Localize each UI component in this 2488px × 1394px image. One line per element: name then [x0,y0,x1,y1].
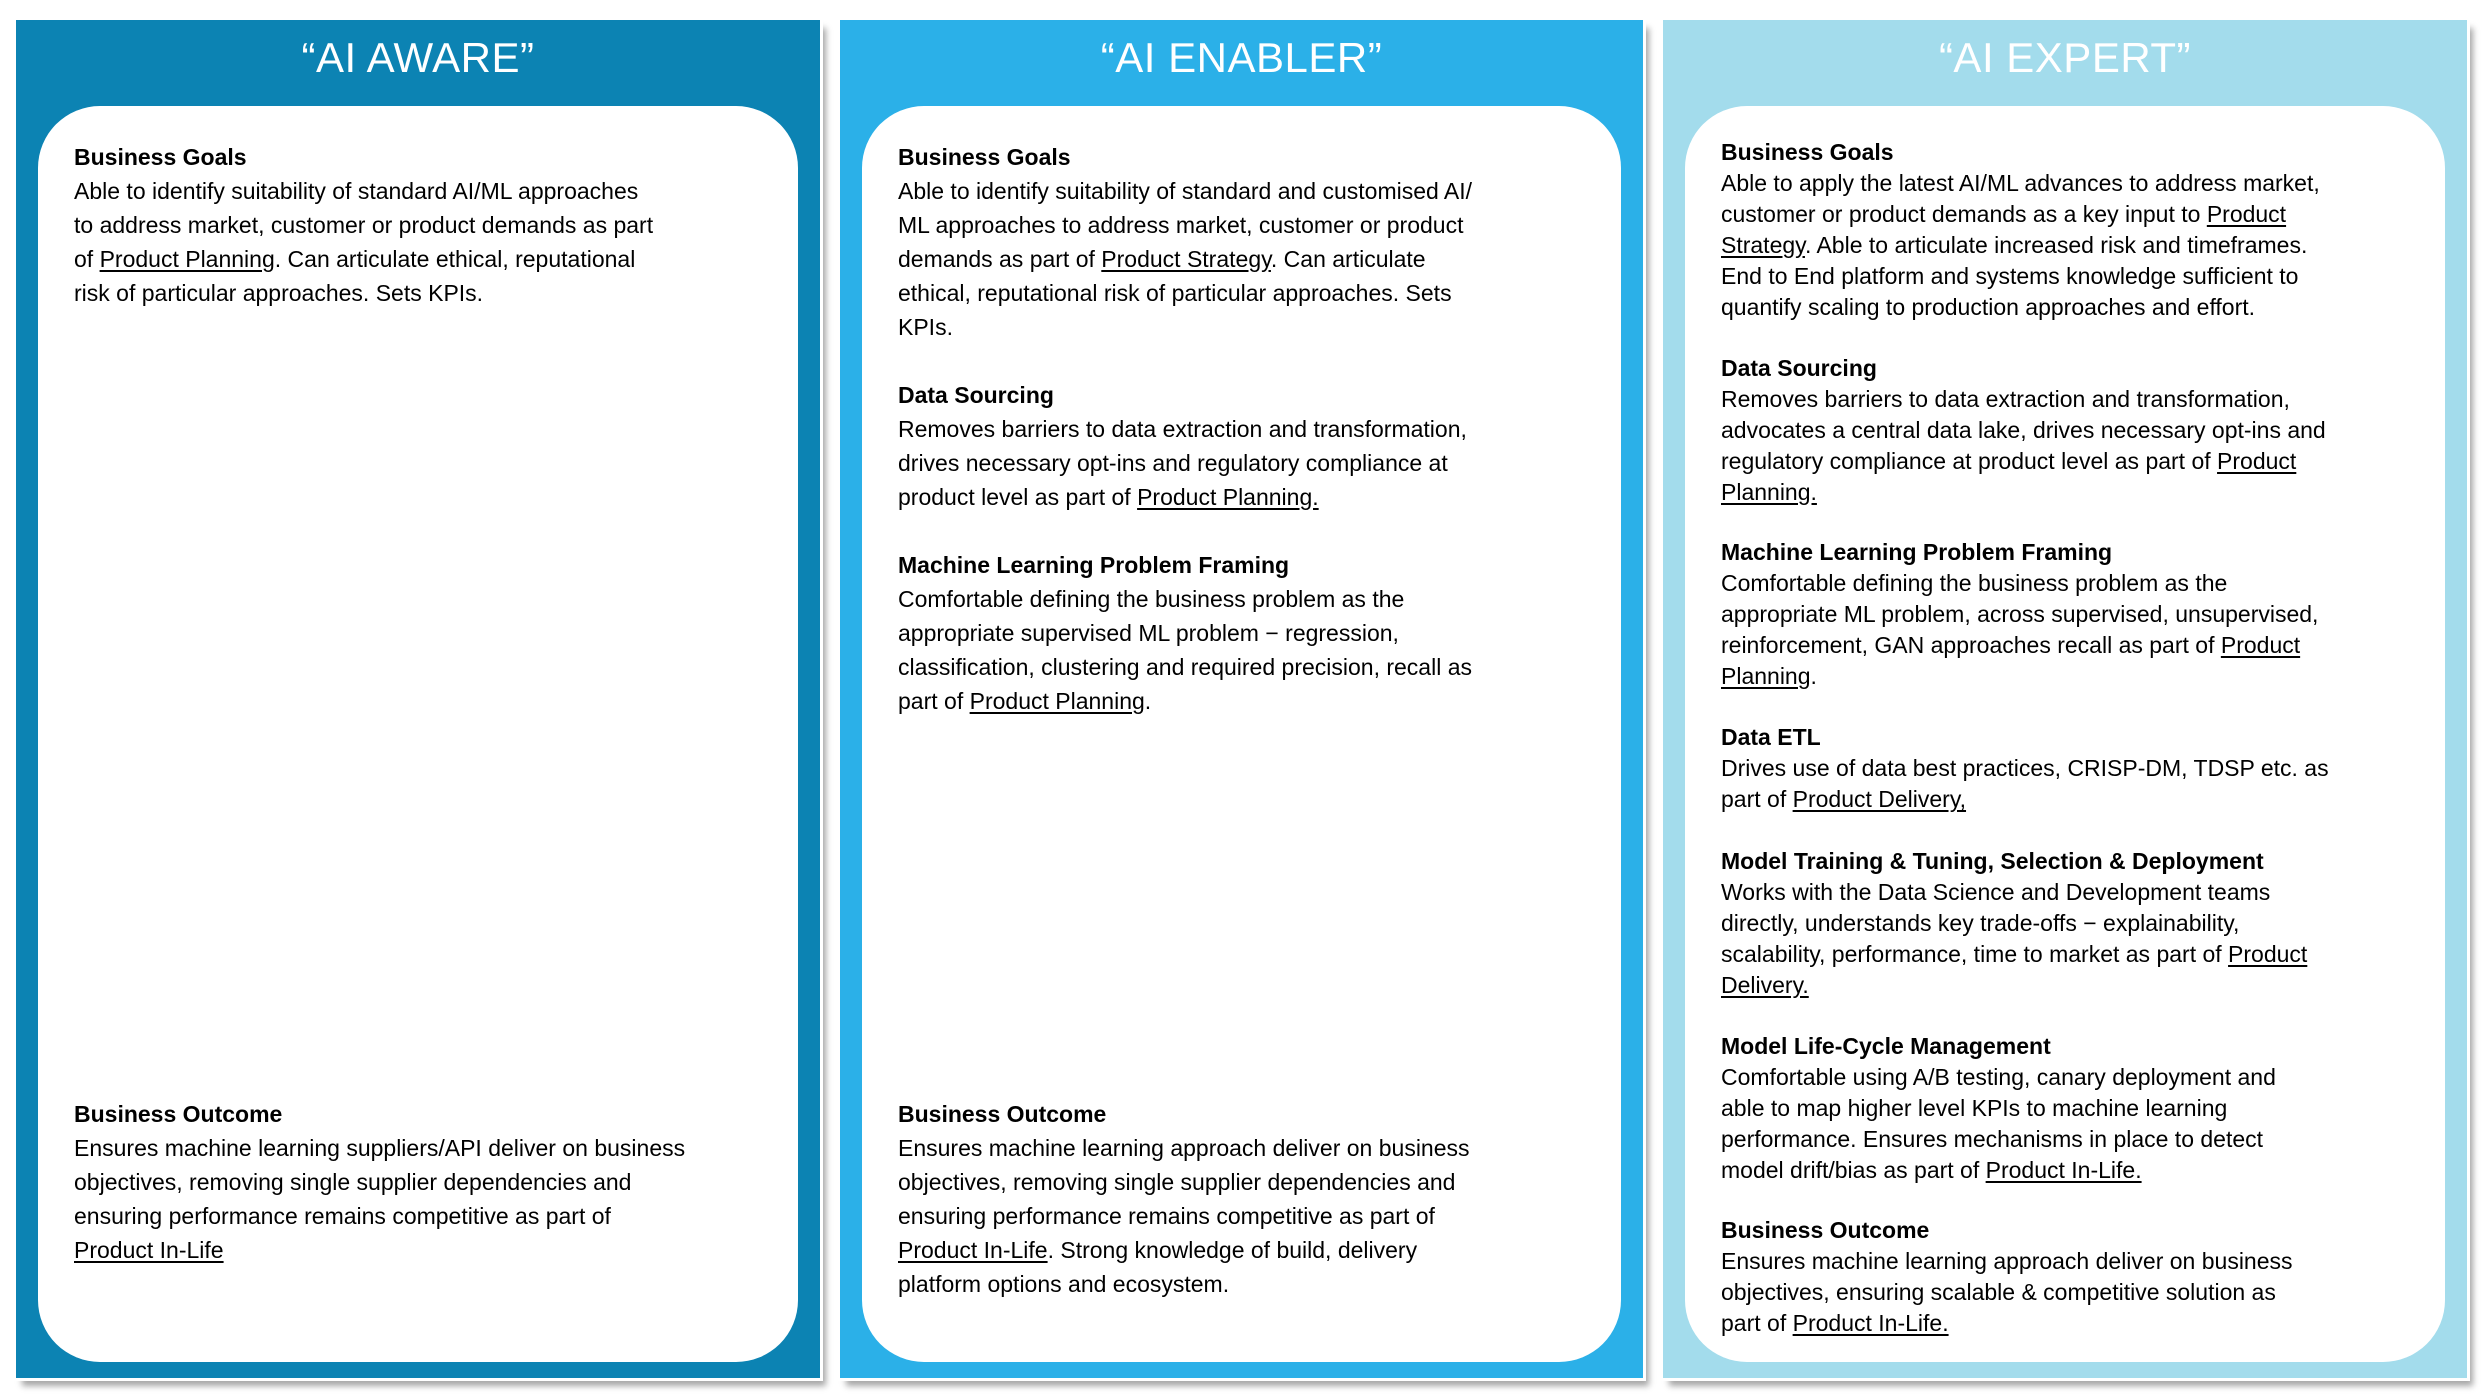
section-text-line [898,276,1611,310]
panel-ai-aware [16,20,820,1378]
section-text-line [1721,753,2435,784]
lifecycle-stage-link: Strategy [1721,232,1805,258]
text-segment: Comfortable defining the business problem as the [1721,570,2228,596]
text-segment: . Able to articulate increased risk and timeframes. [1804,232,2308,258]
text-segment: appropriate ML problem, across supervised, unsupervised, [1721,601,2319,627]
section-text-line [898,684,1611,718]
text-segment: demands as part of [898,246,1102,272]
section-model-life-cycle-management [1721,1031,2435,1186]
section-text-line [1721,477,2435,508]
section-heading: Business Goals [74,144,247,170]
lifecycle-stage-link: Product In-Life [74,1237,224,1263]
section-text-line [1721,908,2435,939]
section-text-line [1721,877,2435,908]
section-heading: Business Outcome [898,1101,1107,1127]
section-heading: Data Sourcing [898,382,1054,408]
text-segment: . [1144,688,1152,714]
section-model-training-tuning-selection-deployment [1721,846,2435,1001]
lifecycle-stage-link: Product In-Life. [1792,1310,1949,1336]
section-text-line [1721,168,2435,199]
section-text-line [898,242,1611,276]
section-heading: Business Outcome [1721,1217,1930,1243]
section-text-line [898,650,1611,684]
section-heading: Model Training & Tuning, Selection & Deployment [1721,848,2264,874]
section-business-goals [1721,137,2435,323]
text-segment: product level as part of [898,484,1138,510]
section-text-line [898,1131,1611,1165]
panel-card [38,106,798,1362]
section-text-line [1721,784,2435,815]
text-segment: Removes barriers to data extraction and transformation, [898,416,1467,442]
text-segment: Drives use of data best practices, CRISP-DM, TDSP etc. as [1721,755,2329,781]
text-segment: objectives, removing single supplier dependencies and [74,1169,632,1195]
lifecycle-stage-link: Product In-Life [898,1237,1048,1263]
text-segment: objectives, ensuring scalable & competitive solution as [1721,1279,2276,1305]
text-segment: . Can articulate ethical, reputational [274,246,636,272]
section-text-line [74,208,788,242]
text-segment: . Strong knowledge of build, delivery [1047,1237,1418,1263]
section-text-line [1721,1246,2435,1277]
section-text-line [1721,568,2435,599]
section-text-line [898,1233,1611,1267]
lifecycle-stage-link: Product Planning [99,246,275,272]
text-segment: part of [1721,1310,1793,1336]
section-text-line [898,1165,1611,1199]
panel-title: “AI EXPERT” [1938,34,2192,81]
section-text-line [1721,292,2435,323]
section-text-line [1721,1062,2435,1093]
text-segment: regulatory compliance at product level as part of [1721,448,2218,474]
lifecycle-stage-link: Product In-Life. [1985,1157,2142,1183]
panel-title: “AI AWARE” [301,34,535,81]
lifecycle-stage-link: Product [2228,941,2308,967]
text-segment: quantify scaling to production approaches and effort. [1721,294,2256,320]
section-text-line [898,412,1611,446]
text-segment: drives necessary opt-ins and regulatory compliance at [898,450,1448,476]
text-segment: of [74,246,100,272]
text-segment: model drift/bias as part of [1721,1157,1986,1183]
section-text-line [898,174,1611,208]
text-segment: advocates a central data lake, drives necessary opt-ins and [1721,417,2326,443]
section-text-line [898,616,1611,650]
section-business-goals [898,140,1611,344]
text-segment: Able to identify suitability of standard AI/ML approaches [74,178,639,204]
text-segment: Ensures machine learning approach deliver on business [898,1135,1470,1161]
panel-card [862,106,1621,1362]
lifecycle-stage-link: Product [2217,448,2297,474]
lifecycle-stage-link: Product Delivery, [1792,786,1967,812]
section-text-line [1721,230,2435,261]
section-data-etl [1721,722,2435,815]
text-segment: to address market, customer or product demands as part [74,212,654,238]
panel-ai-expert [1663,20,2467,1378]
text-segment: ML approaches to address market, customer or product [898,212,1464,238]
section-text-line [1721,1124,2435,1155]
lifecycle-stage-link: Product Planning. [1137,484,1319,510]
lifecycle-stage-link: Planning. [1721,479,1817,505]
text-segment: Ensures machine learning approach deliver on business [1721,1248,2293,1274]
section-text-line [74,1199,788,1233]
lifecycle-stage-link: Product [2206,201,2287,227]
section-heading: Data Sourcing [1721,355,1877,381]
section-text-line [1721,661,2435,692]
section-business-outcome [74,1097,788,1267]
section-text-line [1721,199,2435,230]
panel-title: “AI ENABLER” [1100,34,1383,81]
section-text-line [1721,599,2435,630]
lifecycle-stage-link: Product [2220,632,2301,658]
text-segment: ethical, reputational risk of particular approaches. Sets [898,280,1452,306]
section-text-line [74,174,788,208]
section-text-line [1721,446,2435,477]
section-text-line [74,1165,788,1199]
section-data-sourcing [1721,353,2435,508]
section-text-line [1721,630,2435,661]
section-text-line [74,242,788,276]
section-text-line [1721,1155,2435,1186]
text-segment: End to End platform and systems knowledge sufficient to [1721,263,2299,289]
section-business-outcome [1721,1215,2435,1339]
text-segment: ensuring performance remains competitive as part of [74,1203,611,1229]
section-machine-learning-problem-framing [898,548,1611,718]
panel-card [1685,106,2445,1362]
text-segment: part of [898,688,970,714]
text-segment: reinforcement, GAN approaches recall as part of [1721,632,2221,658]
section-text-line [898,1199,1611,1233]
text-segment: classification, clustering and required precision, recall as [898,654,1473,680]
section-heading: Machine Learning Problem Framing [1721,539,2113,565]
section-text-line [1721,415,2435,446]
section-business-outcome [898,1097,1611,1301]
text-segment: appropriate supervised ML problem − regression, [898,620,1399,646]
text-segment: Comfortable defining the business problem as the [898,586,1405,612]
lifecycle-stage-link: Planning [1721,663,1811,689]
section-text-line [1721,1093,2435,1124]
section-heading: Machine Learning Problem Framing [898,552,1290,578]
lifecycle-stage-link: Product Strategy [1101,246,1271,272]
text-segment: platform options and ecosystem. [898,1271,1230,1297]
text-segment: directly, understands key trade-offs − explainability, [1721,910,2240,936]
text-segment: KPIs. [898,314,953,340]
text-segment: scalability, performance, time to market as part of [1721,941,2229,967]
text-segment: part of [1721,786,1793,812]
section-heading: Data ETL [1721,724,1821,750]
section-text-line [898,582,1611,616]
text-segment: objectives, removing single supplier dependencies and [898,1169,1456,1195]
section-text-line [74,1233,788,1267]
section-text-line [1721,939,2435,970]
text-segment: performance. Ensures mechanisms in place to detect [1721,1126,2264,1152]
text-segment: Works with the Data Science and Development teams [1721,879,2271,905]
section-business-goals [74,140,788,310]
section-text-line [1721,261,2435,292]
lifecycle-stage-link: Product Planning [969,688,1145,714]
lifecycle-stage-link: Delivery. [1721,972,1809,998]
section-text-line [898,310,1611,344]
section-text-line [898,446,1611,480]
text-segment: . Can articulate [1270,246,1426,272]
panel-ai-enabler [840,20,1643,1378]
section-heading: Business Outcome [74,1101,283,1127]
section-heading: Business Goals [1721,139,1894,165]
text-segment: Able to identify suitability of standard and customised AI/ [898,178,1473,204]
text-segment: Removes barriers to data extraction and transformation, [1721,386,2290,412]
section-text-line [1721,384,2435,415]
text-segment: able to map higher level KPIs to machine learning [1721,1095,2228,1121]
text-segment: customer or product demands as a key input to [1721,201,2207,227]
section-text-line [898,208,1611,242]
section-text-line [74,276,788,310]
section-text-line [1721,1308,2435,1339]
text-segment: Comfortable using A/B testing, canary deployment and [1721,1064,2276,1090]
section-text-line [74,1131,788,1165]
section-heading: Model Life-Cycle Management [1721,1033,2051,1059]
text-segment: ensuring performance remains competitive as part of [898,1203,1435,1229]
section-text-line [898,480,1611,514]
section-data-sourcing [898,378,1611,514]
text-segment: . [1810,663,1817,689]
section-text-line [898,1267,1611,1301]
section-text-line [1721,970,2435,1001]
section-text-line [1721,1277,2435,1308]
section-machine-learning-problem-framing [1721,537,2435,692]
text-segment: Ensures machine learning suppliers/API deliver on business [74,1135,686,1161]
section-heading: Business Goals [898,144,1071,170]
text-segment: risk of particular approaches. Sets KPIs. [74,280,484,306]
text-segment: Able to apply the latest AI/ML advances to address market, [1721,170,2320,196]
